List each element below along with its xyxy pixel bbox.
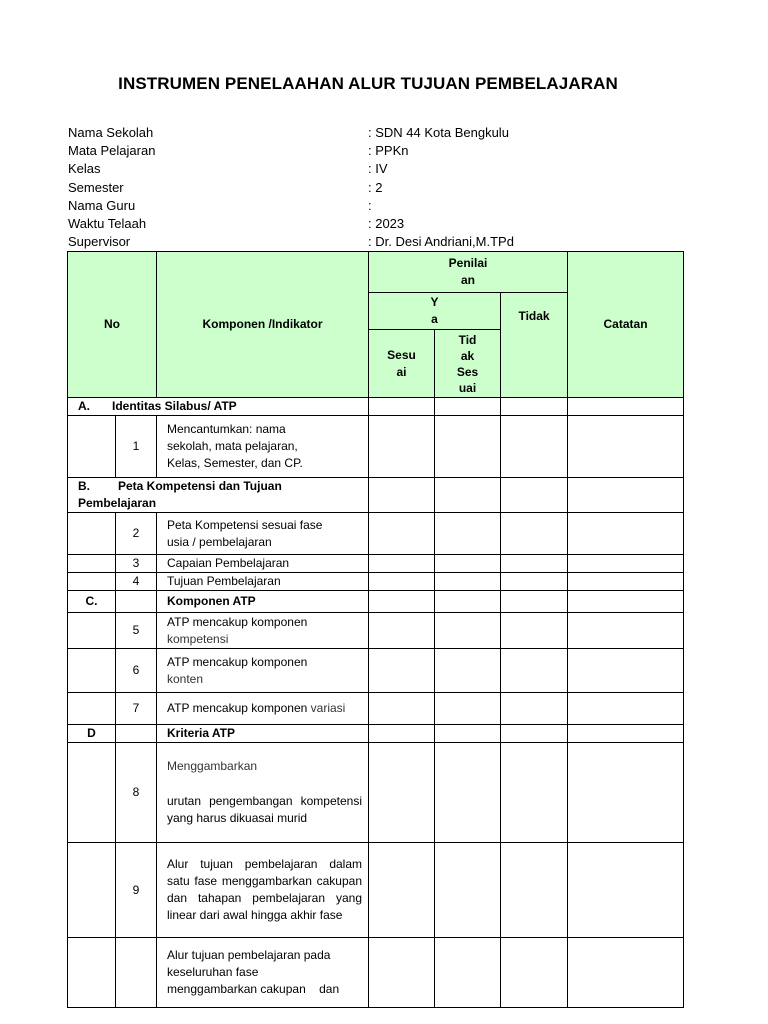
assessment-table <box>67 251 684 1008</box>
indicator-text: Alur tujuan pembelajaran pada keseluruhan fase menggambarkan cakupan dan <box>157 938 369 1008</box>
header-catatan: Catatan <box>568 252 684 398</box>
info-label: Semester <box>68 179 124 195</box>
section-c-title: Komponen ATP <box>157 591 369 613</box>
info-label: Nama Guru <box>68 197 136 213</box>
info-row-semester <box>68 179 688 197</box>
info-value: : 2 <box>368 179 383 195</box>
item-number: 2 <box>116 513 157 555</box>
info-label: Nama Sekolah <box>68 125 154 140</box>
info-row-subject <box>68 142 688 160</box>
item-number: 9 <box>116 843 157 938</box>
header-tidak-sesuai: Tid ak Ses uai <box>435 330 501 398</box>
item-number: 4 <box>116 573 157 591</box>
info-label: Kelas <box>68 161 101 177</box>
info-row-review-time <box>68 215 688 233</box>
header-penilaian: Penilai an <box>369 252 568 293</box>
info-value: : PPKn <box>368 143 409 159</box>
section-d-letter: D <box>68 725 116 743</box>
header-komponen: Komponen /Indikator <box>157 252 369 398</box>
info-row-school <box>68 124 688 142</box>
info-row-supervisor <box>68 233 688 251</box>
item-number: 6 <box>116 649 157 693</box>
indicator-text: ATP mencakup komponen variasi <box>157 693 369 725</box>
indicator-text: Peta Kompetensi sesuai fase usia / pembelajaran <box>157 513 369 555</box>
indicator-text: Alur tujuan pembelajaran dalam satu fase menggambarkan cakupan dan tahapan pembelajaran yang linear dari awal hingga akhir fase <box>157 843 369 938</box>
section-d-title: Kriteria ATP <box>157 725 369 743</box>
item-number: 5 <box>116 613 157 649</box>
header-tidak: Tidak <box>501 293 568 398</box>
indicator-text: Mencantumkan: nama sekolah, mata pelajaran, Kelas, Semester, dan CP. <box>157 416 369 478</box>
indicator-text: Menggambarkan urutan pengembangan kompetensi yang harus dikuasai murid <box>157 743 369 843</box>
info-row-class <box>68 160 688 178</box>
info-label: Mata Pelajaran <box>68 143 156 159</box>
item-number: 8 <box>116 743 157 843</box>
info-value: : IV <box>368 161 388 177</box>
info-value: : Dr. Desi Andriani,M.TPd <box>368 234 514 250</box>
header-ya: Y a <box>369 293 501 330</box>
info-value: : <box>368 197 372 213</box>
indicator-text: ATP mencakup komponen kompetensi <box>157 613 369 649</box>
info-value: : SDN 44 Kota Bengkulu <box>368 125 509 140</box>
section-a-heading: A. Identitas Silabus/ ATP <box>68 398 369 416</box>
info-label: Waktu Telaah <box>68 216 147 232</box>
identity-block <box>68 124 688 251</box>
header-sesuai: Sesu ai <box>369 330 435 398</box>
info-row-teacher <box>68 197 688 215</box>
info-value: : 2023 <box>368 216 405 232</box>
item-number: 1 <box>116 416 157 478</box>
page-title: INSTRUMEN PENELAAHAN ALUR TUJUAN PEMBELAJARAN <box>118 74 618 93</box>
info-label: Supervisor <box>68 234 131 250</box>
section-c-letter: C. <box>68 591 116 613</box>
indicator-text: ATP mencakup komponen konten <box>157 649 369 693</box>
indicator-text: Capaian Pembelajaran <box>157 555 369 573</box>
item-number: 7 <box>116 693 157 725</box>
item-number: 3 <box>116 555 157 573</box>
indicator-text: Tujuan Pembelajaran <box>157 573 369 591</box>
section-b-heading: B. Peta Kompetensi dan Tujuan Pembelajaran <box>68 478 369 513</box>
header-no: No <box>68 252 157 398</box>
